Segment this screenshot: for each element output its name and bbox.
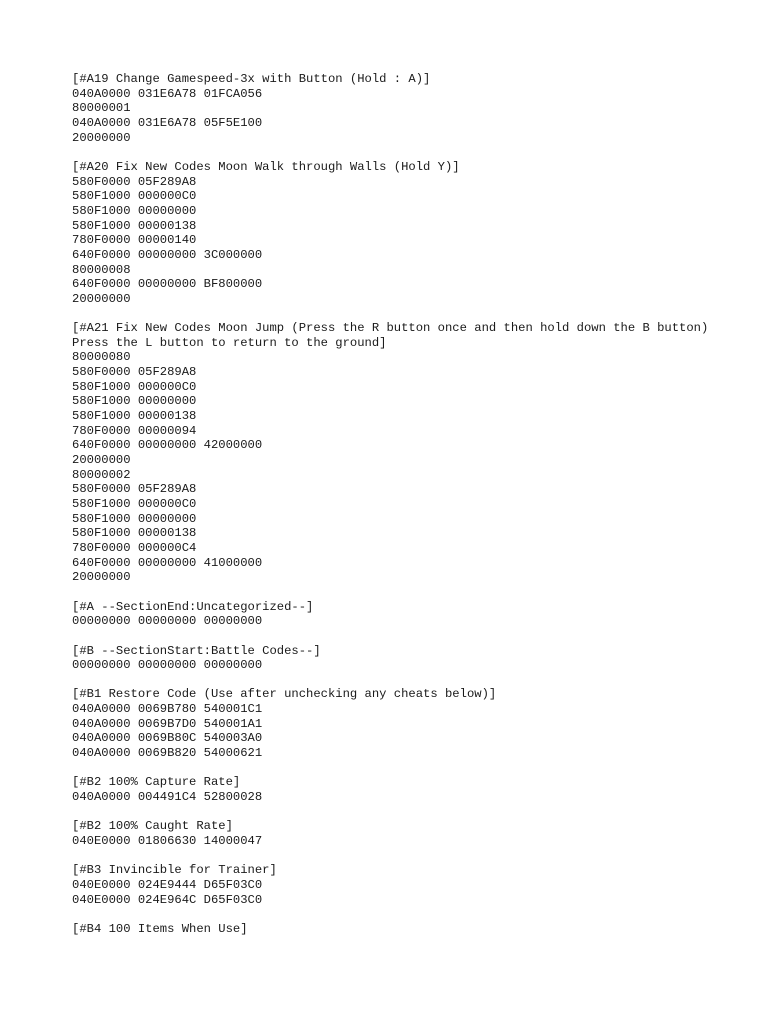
code-line: 040E0000 024E964C D65F03C0	[72, 892, 263, 907]
code-line: 040A0000 0069B780 540001C1	[72, 702, 263, 717]
code-line: 640F0000 00000000 3C000000	[72, 247, 263, 262]
code-heading: [#A21 Fix New Codes Moon Jump (Press the R button once and then hold down the B button) Press the L button to return to the ground]	[72, 321, 716, 350]
code-line: 580F1000 000000C0	[72, 189, 197, 204]
code-line: 780F0000 00000140	[72, 233, 197, 248]
blank-line	[72, 629, 712, 644]
code-line: 780F0000 000000C4	[72, 540, 197, 555]
code-line: 580F1000 00000000	[72, 203, 197, 218]
code-line: 580F0000 05F289A8	[72, 365, 197, 380]
code-line: 80000080	[72, 350, 131, 365]
blank-line	[72, 145, 712, 160]
code-line: 040A0000 031E6A78 01FCA056	[72, 86, 263, 101]
code-line: 580F1000 000000C0	[72, 497, 197, 511]
code-line: 00000000 00000000 00000000	[72, 658, 263, 673]
blank-line	[72, 761, 712, 776]
code-line: 80000001	[72, 101, 131, 116]
code-heading: [#A20 Fix New Codes Moon Walk through Walls (Hold Y)]	[72, 159, 460, 174]
blank-line	[72, 907, 712, 922]
code-line: 20000000	[72, 570, 131, 585]
code-heading: [#A19 Change Gamespeed-3x with Button (Hold : A)]	[72, 72, 431, 86]
code-line: 580F1000 000000C0	[72, 379, 197, 394]
code-line: 580F1000 00000138	[72, 526, 197, 541]
blank-line	[72, 805, 712, 820]
code-line: 640F0000 00000000 42000000	[72, 438, 263, 453]
code-line: 80000008	[72, 262, 131, 277]
code-line: 580F1000 00000000	[72, 511, 197, 526]
blank-line	[72, 306, 712, 321]
code-line: 00000000 00000000 00000000	[72, 614, 263, 629]
code-line: 040E0000 01806630 14000047	[72, 834, 263, 849]
blank-line	[72, 849, 712, 864]
code-line: 640F0000 00000000 BF800000	[72, 277, 263, 292]
code-heading: [#B4 100 Items When Use]	[72, 921, 248, 936]
blank-line	[72, 585, 712, 600]
code-line: 580F0000 05F289A8	[72, 482, 197, 497]
code-heading: [#B1 Restore Code (Use after unchecking any cheats below)]	[72, 687, 497, 702]
code-line: 580F1000 00000000	[72, 394, 197, 409]
code-line: 580F1000 00000138	[72, 409, 197, 424]
code-heading: [#B2 100% Caught Rate]	[72, 819, 233, 834]
cheat-code-document	[72, 72, 716, 937]
code-line: 040E0000 024E9444 D65F03C0	[72, 877, 263, 892]
code-line: 640F0000 00000000 41000000	[72, 555, 263, 570]
code-line: 80000002	[72, 467, 131, 482]
blank-line	[72, 673, 712, 688]
code-line: 040A0000 004491C4 52800028	[72, 790, 263, 805]
code-line: 040A0000 0069B7D0 540001A1	[72, 716, 263, 731]
code-line: 20000000	[72, 453, 131, 468]
code-line: 780F0000 00000094	[72, 423, 197, 438]
code-heading: [#A --SectionEnd:Uncategorized--]	[72, 599, 314, 614]
code-line: 20000000	[72, 291, 131, 306]
code-line: 580F0000 05F289A8	[72, 174, 197, 189]
code-line: 580F1000 00000138	[72, 218, 197, 233]
code-line: 040A0000 0069B80C 540003A0	[72, 731, 263, 746]
code-line: 20000000	[72, 130, 131, 145]
code-line: 040A0000 031E6A78 05F5E100	[72, 115, 263, 130]
code-line: 040A0000 0069B820 54000621	[72, 746, 263, 761]
code-heading: [#B2 100% Capture Rate]	[72, 775, 241, 790]
code-heading: [#B3 Invincible for Trainer]	[72, 863, 277, 878]
code-heading: [#B --SectionStart:Battle Codes--]	[72, 643, 321, 658]
